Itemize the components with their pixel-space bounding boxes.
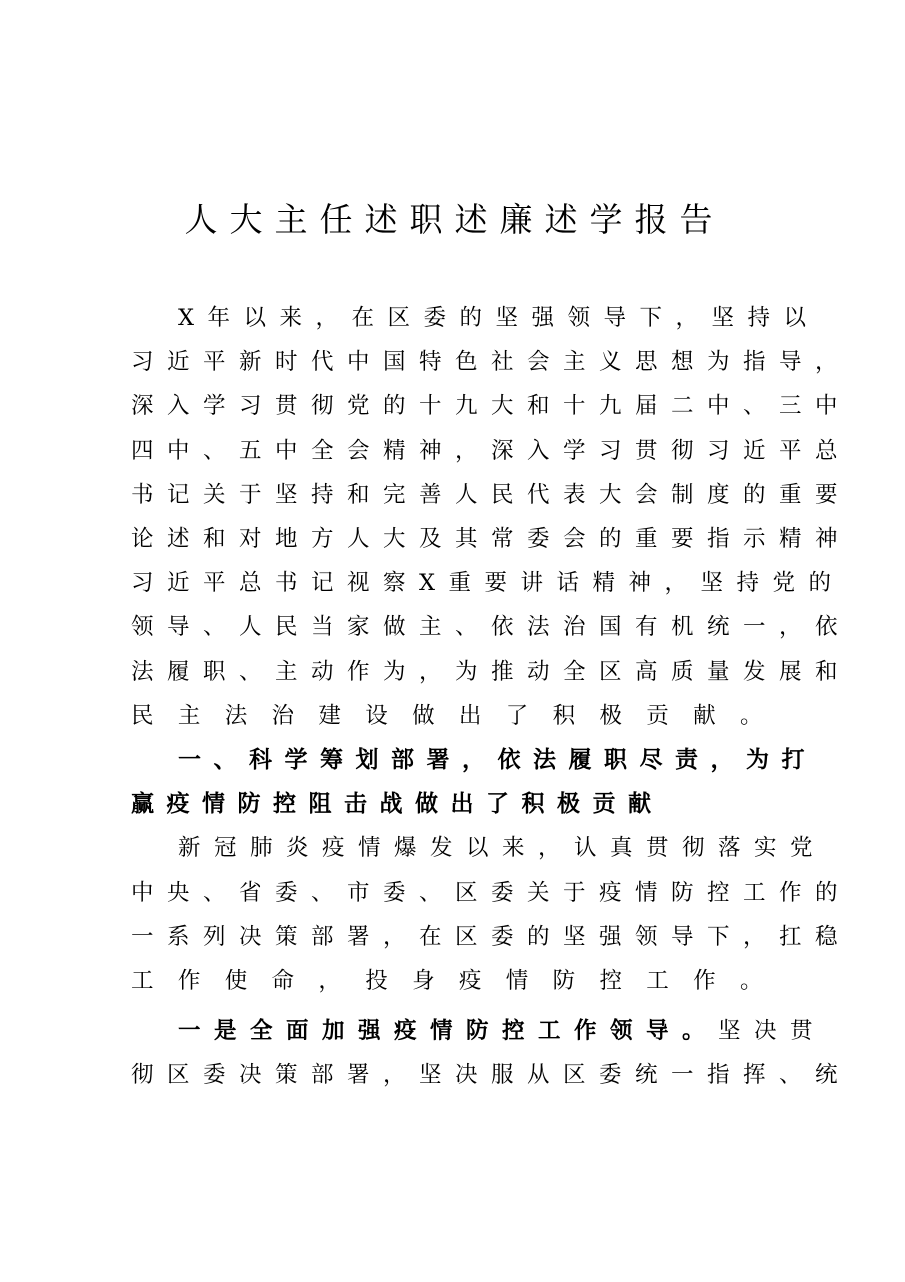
text-line: 书记关于坚持和完善人民代表大会制度的重要: [131, 481, 852, 508]
text-line: 民主法治建设做出了积极贡献。: [131, 702, 776, 729]
document-title: 人大主任述职述廉述学报告: [184, 200, 725, 239]
text-line: 法履职、主动作为，为推动全区高质量发展和: [131, 658, 852, 685]
text-line: 工作使命，投身疫情防控工作。: [131, 968, 776, 995]
text-line: 一系列决策部署，在区委的坚强领导下，扛稳: [131, 923, 852, 950]
text-line: 习近平新时代中国特色社会主义思想为指导，: [131, 349, 852, 376]
paragraph-leadership: [131, 1009, 852, 1097]
text-line: 中央、省委、市委、区委关于疫情防控工作的: [131, 879, 852, 906]
text-line: X年以来，在区委的坚强领导下，坚持以: [178, 305, 820, 331]
document-body: [131, 296, 852, 1098]
section-heading-1: [131, 738, 817, 826]
text-line: 彻区委决策部署，坚决服从区委统一指挥、统: [131, 1062, 852, 1089]
paragraph-intro: [131, 296, 852, 738]
text-line: 四中、五中全会精神，深入学习贯彻习近平总: [131, 437, 852, 464]
text-line: [131, 1009, 827, 1053]
text-line: 深入学习贯彻党的十九大和十九届二中、三中: [131, 393, 852, 420]
text-line: 新冠肺炎疫情爆发以来，认真贯彻落实党: [178, 835, 827, 862]
paragraph-epidemic: [131, 826, 852, 1003]
text-line: 论述和对地方人大及其常委会的重要指示精神: [131, 526, 852, 553]
bold-lead-text: 一是全面加强疫情防控工作领导。: [178, 1018, 719, 1045]
heading-line: 赢疫情防控阻击战做出了积极贡献: [131, 791, 664, 818]
lead-continuation: 坚决贯: [718, 1018, 827, 1045]
text-line: 领导、人民当家做主、依法治国有机统一，依: [131, 614, 852, 641]
heading-line: 一、科学筹划部署，依法履职尽责，为打: [178, 747, 817, 774]
text-line: 习近平总书记视察X重要讲话精神，坚持党的: [131, 570, 845, 597]
